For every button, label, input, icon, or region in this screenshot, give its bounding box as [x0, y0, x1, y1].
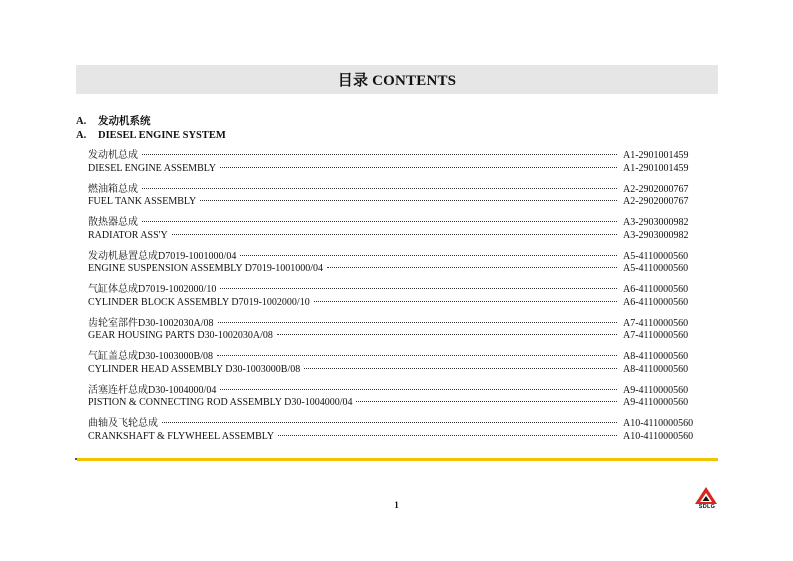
section-title: DIESEL ENGINE SYSTEM: [98, 130, 226, 141]
toc-entry-code: A10-4110000560: [623, 430, 694, 442]
toc-entry-code: A2-2902000767: [623, 196, 689, 208]
toc-entry-title: 燃油箱总成: [88, 183, 138, 195]
toc-entry-code: A9-4110000560: [623, 397, 689, 409]
toc-entry[interactable]: [88, 230, 705, 247]
dot-leader: [220, 167, 617, 168]
toc-entry-code: A2-2902000767: [623, 183, 689, 195]
toc-entry-title: FUEL TANK ASSEMBLY: [88, 196, 197, 208]
toc-entry[interactable]: [88, 431, 705, 448]
toc-entry-title: 齿轮室部件D30-1002030A/08: [88, 317, 214, 329]
toc-entry[interactable]: [88, 146, 705, 163]
toc-entry-code: A6-4110000560: [623, 284, 689, 295]
dot-leader: [218, 322, 617, 323]
section-letter: A.: [76, 116, 87, 127]
footer-rule: [77, 458, 718, 461]
toc-entry-code: A9-4110000560: [623, 384, 689, 396]
dot-leader: [277, 334, 617, 335]
toc-entry-code: A8-4110000560: [623, 363, 689, 375]
dot-leader: [142, 221, 617, 222]
toc-entry[interactable]: [88, 196, 705, 213]
toc-entry-code: A6-4110000560: [623, 296, 689, 308]
toc-entry-code: A8-4110000560: [623, 351, 689, 362]
toc-entry[interactable]: [88, 280, 705, 297]
page-number: 1: [394, 500, 399, 510]
toc-entry[interactable]: [88, 213, 705, 230]
toc-entry-title: 曲轴及飞轮总成: [88, 418, 158, 429]
toc-entry[interactable]: [88, 263, 705, 280]
toc-entry-title: RADIATOR ASS'Y: [88, 229, 168, 241]
toc-entry-title: CRANKSHAFT & FLYWHEEL ASSEMBLY: [88, 430, 275, 442]
toc-entry-code: A5-4110000560: [623, 263, 689, 275]
dot-leader: [217, 355, 617, 356]
dot-leader: [240, 255, 617, 256]
toc-entry-title: CYLINDER HEAD ASSEMBLY D30-1003000B/08: [88, 363, 301, 375]
dot-leader: [142, 188, 617, 189]
toc-entry-title: 发动机总成: [88, 150, 138, 161]
dot-leader: [356, 401, 617, 402]
toc-entry-title: 散热器总成: [88, 217, 138, 228]
dot-leader: [314, 301, 617, 302]
toc-entry-title: CYLINDER BLOCK ASSEMBLY D7019-1002000/10: [88, 296, 310, 308]
toc-entry-title: 发动机悬置总成D7019-1001000/04: [88, 250, 237, 262]
toc-entry[interactable]: [88, 364, 705, 381]
toc-entry-title: GEAR HOUSING PARTS D30-1002030A/08: [88, 330, 273, 342]
section-heading-cn: [76, 113, 151, 128]
toc-entry-title: 气缸体总成D7019-1002000/10: [88, 284, 217, 295]
toc-entry[interactable]: [88, 247, 705, 264]
toc-entry[interactable]: [88, 297, 705, 314]
logo-text: SDLG: [698, 504, 716, 510]
toc-entry[interactable]: [88, 330, 705, 347]
toc-entry-title: DIESEL ENGINE ASSEMBLY: [88, 162, 217, 174]
toc-entry-code: A7-4110000560: [623, 330, 689, 342]
toc-entry-code: A1-2901001459: [623, 162, 689, 174]
toc-entry-code: A3-2903000982: [623, 217, 689, 228]
toc-entry-code: A5-4110000560: [623, 250, 689, 262]
section-heading-en: [76, 130, 226, 141]
dot-leader: [327, 267, 617, 268]
section-letter: A.: [76, 130, 87, 141]
toc-entry-title: PISTION & CONNECTING ROD ASSEMBLY D30-1004000/04: [88, 397, 353, 409]
section-title: 发动机系统: [98, 116, 151, 127]
toc-entry-code: A7-4110000560: [623, 317, 689, 329]
toc-entry[interactable]: [88, 180, 705, 197]
toc-entry[interactable]: [88, 314, 705, 331]
toc-entry[interactable]: [88, 163, 705, 180]
dot-leader: [220, 389, 617, 390]
header-band: [76, 65, 718, 94]
dot-leader: [304, 368, 617, 369]
toc-entry-code: A3-2903000982: [623, 229, 689, 241]
toc-entry-code: A10-4110000560: [623, 418, 694, 429]
toc-entry[interactable]: [88, 397, 705, 414]
toc-entry[interactable]: [88, 347, 705, 364]
toc-entry-title: 气缸盖总成D30-1003000B/08: [88, 351, 213, 362]
page-title: 目录 CONTENTS: [337, 73, 457, 89]
toc-entry-title: 活塞连杆总成D30-1004000/04: [88, 384, 217, 396]
toc-list: [88, 146, 705, 448]
dot-leader: [172, 234, 617, 235]
toc-entry-code: A1-2901001459: [623, 150, 689, 161]
toc-entry-title: ENGINE SUSPENSION ASSEMBLY D7019-1001000/04: [88, 263, 324, 275]
toc-entry[interactable]: [88, 414, 705, 431]
dot-leader: [220, 288, 617, 289]
dot-leader: [278, 435, 617, 436]
toc-entry[interactable]: [88, 381, 705, 398]
dot-leader: [200, 200, 617, 201]
dot-leader: [142, 154, 617, 155]
dot-leader: [162, 422, 617, 423]
